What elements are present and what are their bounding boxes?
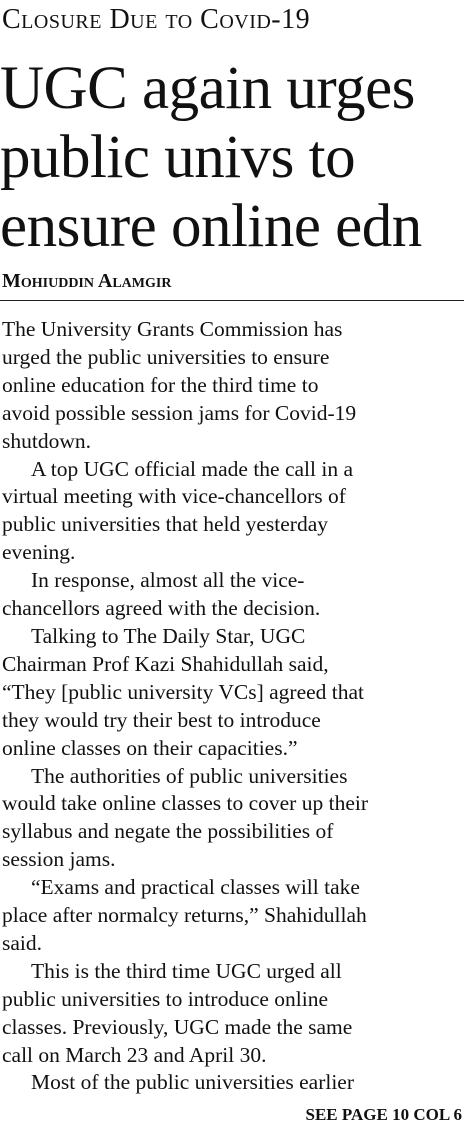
body-line: “Exams and practical classes will take [31,875,360,900]
body-line: The authorities of public universities [31,763,348,788]
body-line: avoid possible session jams for Covid-19 [2,400,357,425]
article-body [2,316,464,1097]
body-line: Most of the public universities earlier [31,1070,355,1095]
body-line: call on March 23 and April 30. [2,1042,267,1067]
continued-on-link: SEE PAGE 10 COL 6 [305,1105,462,1124]
body-line: urged the public universities to ensure [2,344,330,369]
divider [0,300,464,301]
body-line: A top UGC official made the call in a [31,456,354,481]
body-line: virtual meeting with vice-chancellors of [2,484,346,509]
body-line: Talking to The Daily Star, UGC [31,623,306,648]
headline-line: ensure online edn [0,193,422,260]
headline-line: public univs to [0,124,356,191]
body-line: said. [2,930,43,955]
body-line: syllabus and negate the possibilities of [2,819,334,844]
body-line: online classes on their capacities.” [2,735,298,760]
headline-line: UGC again urges [0,55,415,122]
body-line: shutdown. [2,428,91,453]
body-line: “They [public university VCs] agreed that [2,679,365,704]
body-line: This is the third time UGC urged all [31,958,342,983]
body-line: public universities that held yesterday [2,512,328,537]
body-line: Chairman Prof Kazi Shahidullah said, [2,651,329,676]
body-line: evening. [2,540,76,565]
body-line: chancellors agreed with the decision. [2,596,321,621]
body-line: would take online classes to cover up their [2,791,368,816]
body-line: they would try their best to introduce [2,707,321,732]
body-line: public universities to introduce online [2,986,329,1011]
kicker: Closure Due to Covid-19 [2,4,311,35]
headline [0,54,464,261]
body-line: classes. Previously, UGC made the same [2,1014,353,1039]
body-line: In response, almost all the vice- [31,568,305,593]
body-line: The University Grants Commission has [2,317,343,341]
byline: Mohiuddin Alamgir [2,270,172,292]
body-line: session jams. [2,847,116,872]
body-line: online education for the third time to [2,372,319,397]
body-line: place after normalcy returns,” Shahidullah [2,903,367,928]
